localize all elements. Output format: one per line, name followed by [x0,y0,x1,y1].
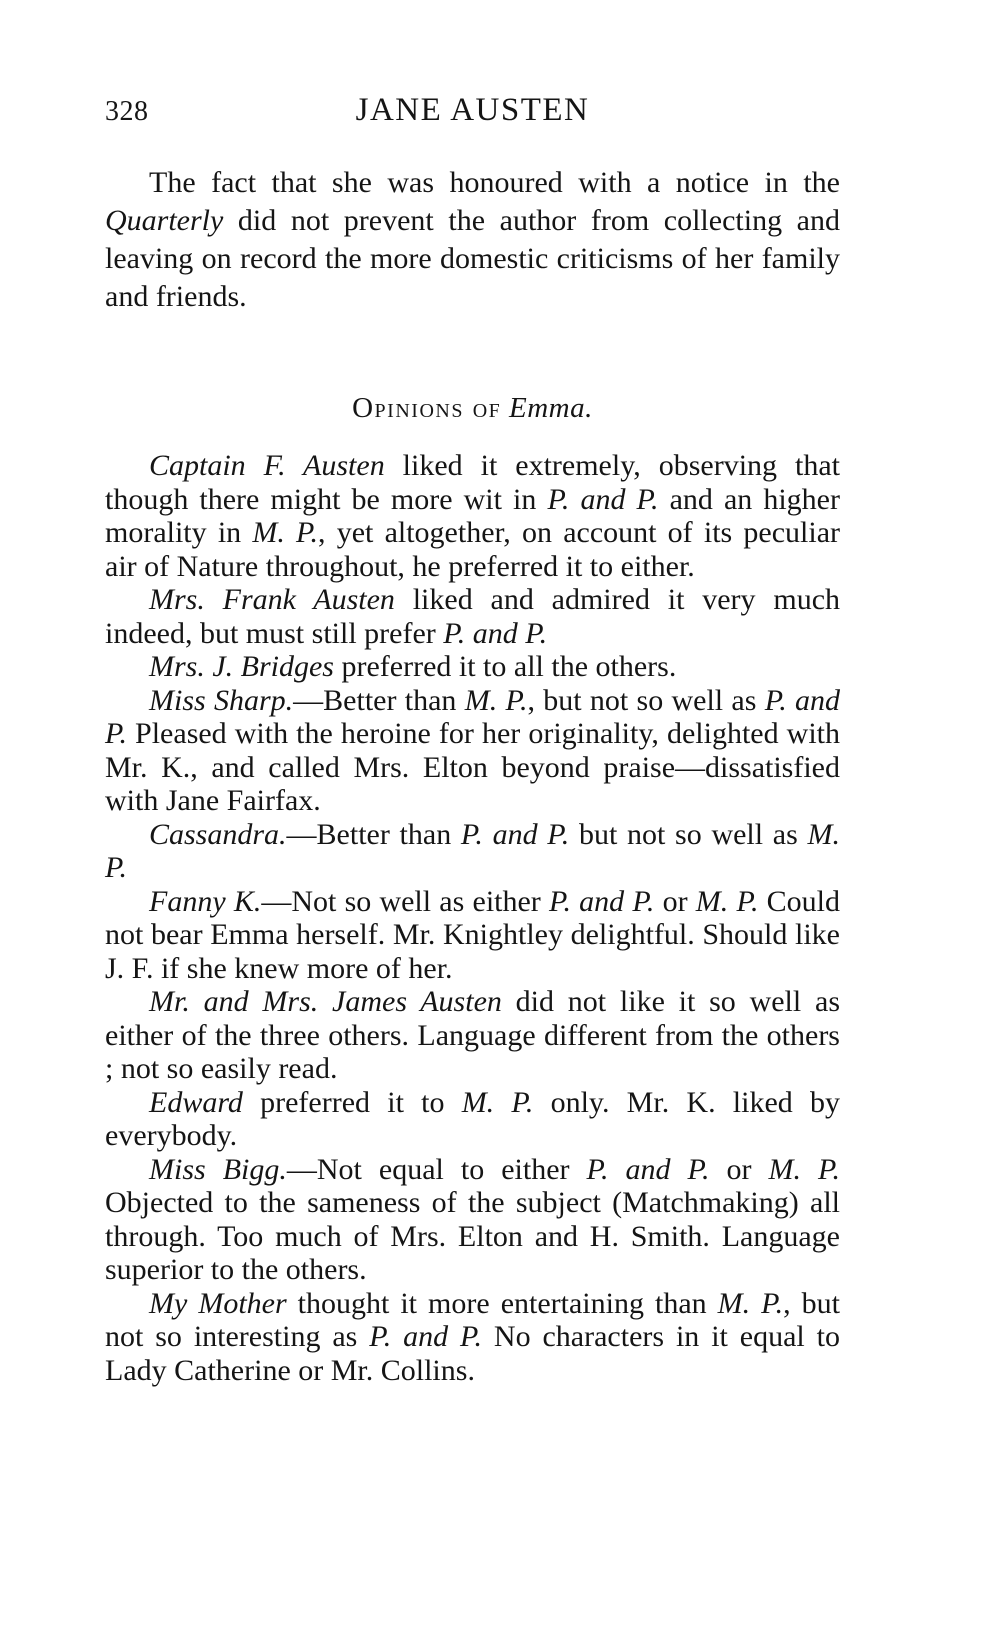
running-head [105,88,840,138]
opinion-captain-f-austen: Captain F. Austen liked it extremely, observing that though there might be more wit in P. and P. and an higher morality in M. P., yet altogether, on account of its peculiar air of Nature throughout, he preferred it to either. [105,449,841,583]
opinion-name: Miss Bigg. [149,1152,287,1186]
intro-paragraph: The fact that she was honoured with a notice in the Quarterly did not prevent the author from collecting and leaving on record the more domestic criticisms of her family and friends. [105,166,840,313]
opinion-name: Fanny K. [149,884,262,918]
opinion-cassandra: Cassandra.—Better than P. and P. but not so well as M. P. [105,817,840,884]
opinion-edward: Edward preferred it to M. P. only. Mr. K. liked by everybody. [105,1085,840,1152]
opinion-name: My Mother [149,1286,287,1320]
quarterly-title: Quarterly [105,204,224,237]
opinion-miss-bigg: Miss Bigg.—Not equal to either P. and P. or M. P. Objected to the sameness of the subject (Matchmaking) all through. Too much of Mrs. Elton and H. Smith. Language superior to the others. [105,1152,840,1286]
opinion-mrs-j-bridges: Mrs. J. Bridges preferred it to all the others. [149,650,677,683]
opinion-name: Mr. and Mrs. James Austen [149,985,502,1018]
opinion-miss-sharp: Miss Sharp.—Better than M. P., but not so well as P. and P. Pleased with the heroine for her originality, delighted with Mr. K., and called Mrs. Elton beyond praise—dissatisfied with Jane Fairfax. [105,683,840,817]
section-heading-prefix: Opinions of [352,392,502,424]
opinion-name: Edward [149,1085,243,1119]
section-heading [105,392,840,425]
opinion-name: Miss Sharp. [149,683,294,717]
running-title: JANE AUSTEN [355,92,590,128]
section-heading-title: Emma. [509,392,593,424]
opinion-my-mother: My Mother thought it more entertaining than M. P., but not so interesting as P. and P. No characters in it equal to Lady Catherine or Mr. Collins. [105,1286,840,1387]
opinion-name: Captain F. Austen [149,449,385,482]
page-number: 328 [105,96,149,127]
opinion-mr-and-mrs-james-austen: Mr. and Mrs. James Austen did not like it so well as either of the three others. Language different from the others ; not so easily read. [105,985,840,1085]
opinion-name: Cassandra. [149,817,287,851]
opinion-fanny-k: Fanny K.—Not so well as either P. and P. or M. P. Could not bear Emma herself. Mr. Knightley delightful. Should like J. F. if she knew more of her. [105,884,841,985]
opinion-name: Mrs. Frank Austen [149,583,395,616]
opinion-mrs-frank-austen: Mrs. Frank Austen liked and admired it very much indeed, but must still prefer P. and P. [105,583,841,650]
book-page [105,88,840,1387]
opinion-name: Mrs. J. Bridges [149,650,334,683]
